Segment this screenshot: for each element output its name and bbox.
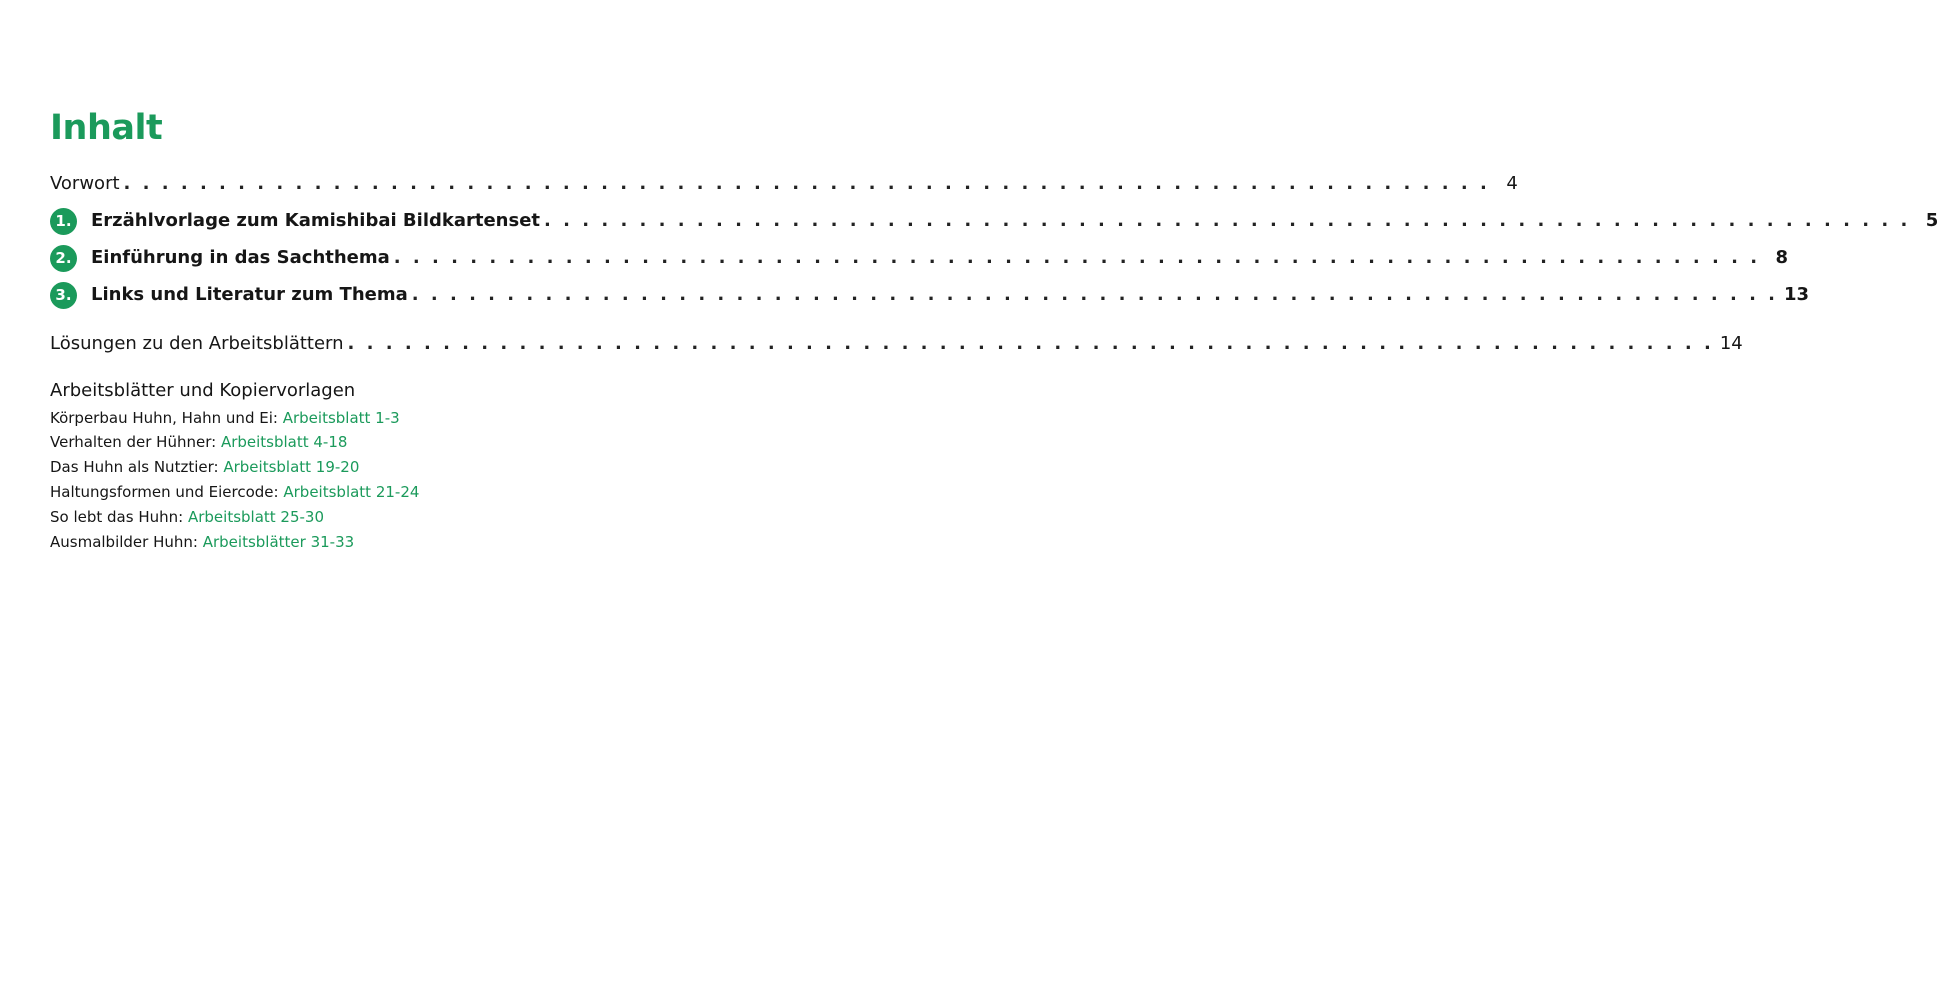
worksheet-item xyxy=(50,482,419,502)
toc-page-number: 5 xyxy=(1925,210,1938,231)
toc-page-number: 4 xyxy=(1506,173,1518,194)
dot-leader: . . . . . . . . . . . . . . . . . . . . . . . . . . . . . . . . . . . . . . . . . . . . . . . . . . . . . . . . . . . . . . . . . . . . . . . . xyxy=(123,173,1490,194)
worksheet-item xyxy=(50,408,400,428)
chapter-number-badge: 3. xyxy=(50,282,77,309)
toc-row-chapter-3[interactable] xyxy=(50,283,1810,307)
worksheet-item xyxy=(50,507,324,527)
worksheet-item xyxy=(50,457,359,477)
toc-row-loesungen[interactable] xyxy=(50,332,1743,356)
toc-page-number: 8 xyxy=(1775,247,1789,268)
toc-label: Links und Literatur zum Thema xyxy=(91,284,408,305)
chapter-number-badge: 1. xyxy=(50,208,77,235)
worksheet-reference-link[interactable]: Arbeitsblatt 4-18 xyxy=(220,433,348,451)
toc-label: Erzählvorlage zum Kamishibai Bildkartenset xyxy=(91,210,541,231)
dot-leader: . . . . . . . . . . . . . . . . . . . . . . . . . . . . . . . . . . . . . . . . . . . . . . . . . . . . . . . . . . . . . . . . . . . . . . . . xyxy=(347,333,1714,354)
toc-label: Einführung in das Sachthema xyxy=(91,247,390,268)
worksheet-topic: Ausmalbilder Huhn: xyxy=(50,533,198,551)
worksheet-item xyxy=(50,432,347,452)
worksheet-item xyxy=(50,532,354,552)
dot-leader: . . . . . . . . . . . . . . . . . . . . . . . . . . . . . . . . . . . . . . . . . . . . . . . . . . . . . . . . . . . . . . . . . . . . . . . . xyxy=(544,210,1911,231)
dot-leader: . . . . . . . . . . . . . . . . . . . . . . . . . . . . . . . . . . . . . . . . . . . . . . . . . . . . . . . . . . . . . . . . . . . . . . . . xyxy=(411,284,1779,305)
chapter-number-badge: 2. xyxy=(50,245,77,272)
toc-page-number: 13 xyxy=(1784,284,1810,305)
worksheets-heading: Arbeitsblätter und Kopiervorlagen xyxy=(50,380,356,401)
toc-row-vorwort[interactable] xyxy=(50,172,1518,196)
toc-label: Vorwort xyxy=(50,173,120,194)
worksheet-topic: Körperbau Huhn, Hahn und Ei: xyxy=(50,409,278,427)
page-title: Inhalt xyxy=(50,108,163,148)
toc-row-chapter-1[interactable] xyxy=(50,209,1938,233)
toc-label: Lösungen zu den Arbeitsblättern xyxy=(50,333,344,354)
worksheet-topic: Verhalten der Hühner: xyxy=(50,433,217,451)
toc-page-number: 14 xyxy=(1719,333,1743,354)
worksheet-topic: Haltungsformen und Eiercode: xyxy=(50,483,279,501)
worksheet-reference-link[interactable]: Arbeitsblätter 31-33 xyxy=(202,533,355,551)
worksheet-reference-link[interactable]: Arbeitsblatt 25-30 xyxy=(187,508,325,526)
worksheet-reference-link[interactable]: Arbeitsblatt 19-20 xyxy=(223,458,360,476)
worksheet-reference-link[interactable]: Arbeitsblatt 1-3 xyxy=(282,409,400,427)
dot-leader: . . . . . . . . . . . . . . . . . . . . . . . . . . . . . . . . . . . . . . . . . . . . . . . . . . . . . . . . . . . . . . . . . . . . . . . . xyxy=(393,247,1761,268)
worksheet-topic: So lebt das Huhn: xyxy=(50,508,184,526)
worksheet-topic: Das Huhn als Nutztier: xyxy=(50,458,219,476)
worksheet-reference-link[interactable]: Arbeitsblatt 21-24 xyxy=(283,483,420,501)
toc-row-chapter-2[interactable] xyxy=(50,246,1789,270)
